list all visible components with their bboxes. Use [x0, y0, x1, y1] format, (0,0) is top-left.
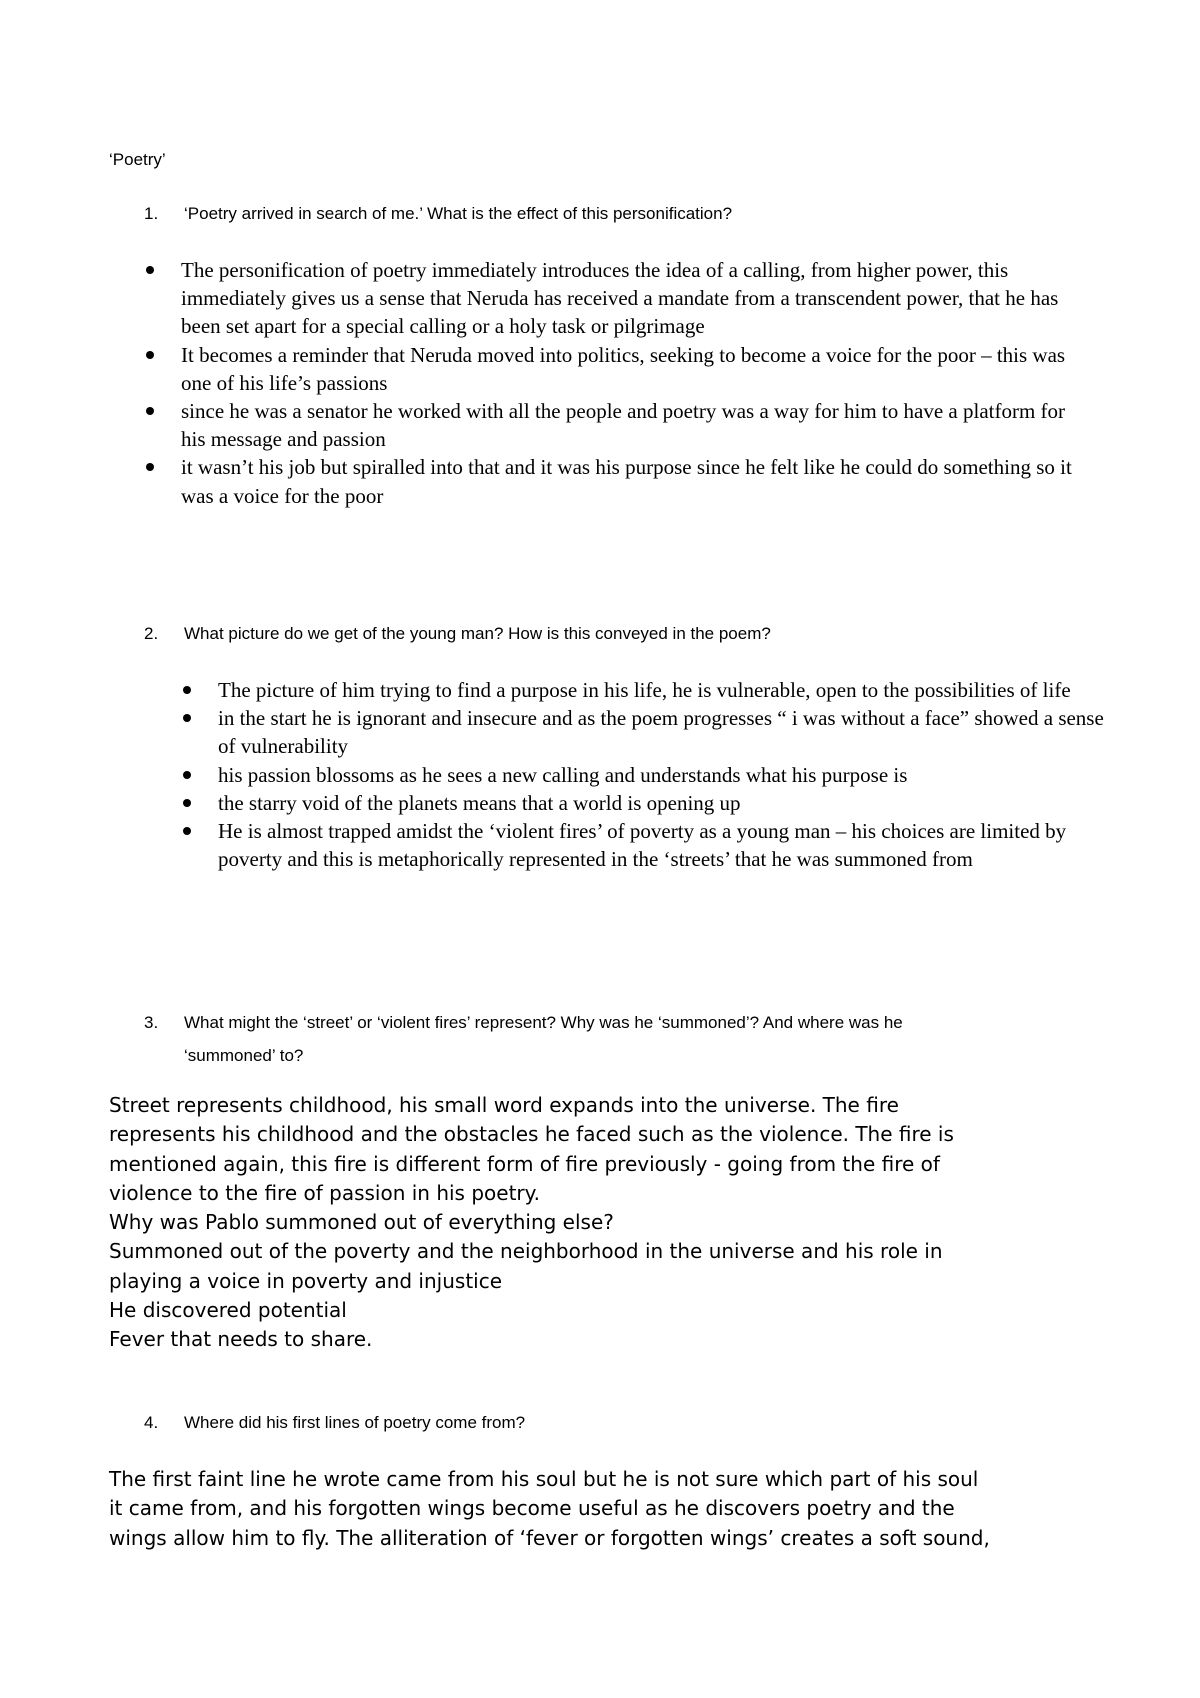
answer-line: Street represents childhood, his small word expands into the universe. The fire — [109, 1093, 899, 1117]
answer-line: violence to the fire of passion in his poetry. — [109, 1180, 540, 1205]
question-1 — [109, 197, 1109, 230]
answer-line: The first faint line he wrote came from his soul but he is not sure which part of his soul — [109, 1467, 979, 1491]
list-item: The personification of poetry immediately introduces the idea of a calling, from higher power, this immediately gives us a sense that Neruda has received a mandate from a transcendent power, that he has been set apart for a special calling or a holy task or pilgrimage — [181, 256, 1081, 341]
question-text-line-1: What might the ‘street’ or ‘violent fires’ represent? Why was he ‘summoned’? And where was he — [184, 1013, 903, 1032]
question-text: What picture do we get of the young man? How is this conveyed in the poem? — [184, 624, 771, 643]
question-text: ‘Poetry arrived in search of me.’ What is the effect of this personification? — [184, 204, 733, 223]
answer-line: wings allow him to fly. The alliteration of ‘fever or forgotten wings’ creates a soft sound, — [109, 1525, 990, 1550]
list-item: his passion blossoms as he sees a new calling and understands what his purpose is — [218, 761, 1118, 789]
answer-line: Summoned out of the poverty and the neighborhood in the universe and his role in — [109, 1239, 943, 1264]
answer-line: playing a voice in poverty and injustice — [109, 1268, 503, 1293]
answer-line: Fever that needs to share. — [109, 1327, 373, 1352]
answer-line: it came from, and his forgotten wings become useful as he discovers poetry and the — [109, 1496, 955, 1521]
list-item: The picture of him trying to find a purpose in his life, he is vulnerable, open to the possibilities of life — [218, 676, 1118, 704]
answer-paragraph-3 — [109, 1091, 1109, 1355]
question-number: 4. — [144, 1413, 159, 1432]
question-number: 1. — [144, 204, 159, 223]
document-title: ‘Poetry’ — [109, 150, 166, 169]
answer-line: He discovered potential — [109, 1298, 347, 1323]
list-item: the starry void of the planets means that a world is opening up — [218, 789, 1118, 817]
answer-line: Why was Pablo summoned out of everything else? — [109, 1210, 614, 1235]
list-item: since he was a senator he worked with all the people and poetry was a way for him to have a platform for his message and passion — [181, 397, 1081, 453]
list-item: in the start he is ignorant and insecure and as the poem progresses “ i was without a face” showed a sense of vulnerability — [218, 704, 1118, 760]
list-item: it wasn’t his job but spiralled into that and it was his purpose since he felt like he could do something so it was a voice for the poor — [181, 453, 1081, 509]
question-2 — [109, 617, 1109, 650]
answer-paragraph-4 — [109, 1465, 1109, 1553]
answer-list-2 — [218, 676, 1118, 873]
list-item: It becomes a reminder that Neruda moved into politics, seeking to become a voice for the poor – this was one of his life’s passions — [181, 341, 1081, 397]
question-number: 2. — [144, 624, 159, 643]
question-3 — [109, 1006, 1109, 1072]
question-4 — [109, 1406, 1109, 1439]
question-text: Where did his first lines of poetry come from? — [184, 1413, 526, 1432]
answer-list-1 — [181, 256, 1081, 510]
answer-line: mentioned again, this fire is different form of fire previously - going from the fire of — [109, 1151, 940, 1176]
answer-line: represents his childhood and the obstacles he faced such as the violence. The fire is — [109, 1122, 954, 1147]
question-number: 3. — [144, 1013, 159, 1032]
question-text-line-2: ‘summoned’ to? — [184, 1046, 304, 1065]
list-item: He is almost trapped amidst the ‘violent fires’ of poverty as a young man – his choices are limited by poverty and this is metaphorically represented in the ‘streets’ that he was summoned from — [218, 817, 1118, 873]
